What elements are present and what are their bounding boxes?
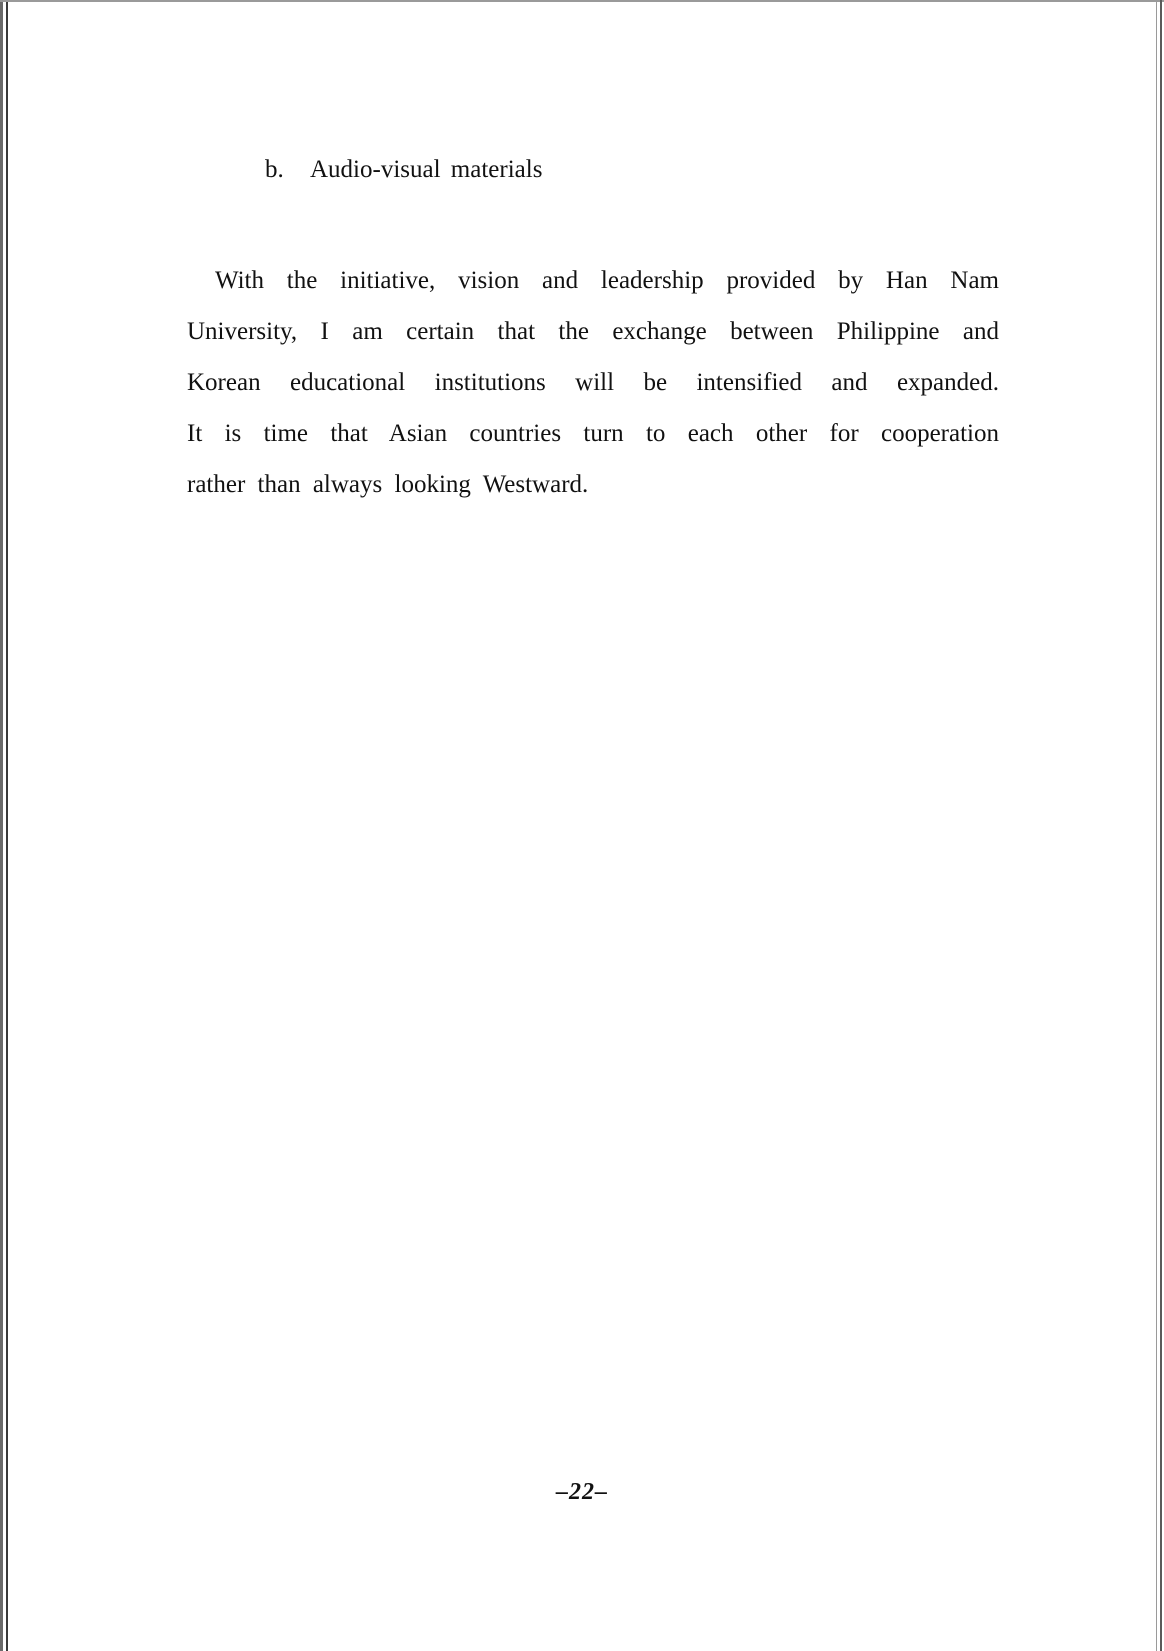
section-heading: [265, 152, 542, 188]
paragraph-line: rather than always looking Westward.: [187, 471, 589, 498]
section-marker: b.: [265, 156, 284, 183]
page-edge-top: [0, 0, 1164, 2]
paragraph-line: It is time that Asian countries turn to each other for cooperation: [187, 420, 999, 447]
page-number: –22–: [556, 1479, 608, 1505]
section-title: Audio-visual materials: [310, 156, 543, 183]
page-edge-left-outer: [0, 0, 3, 1651]
paragraph-line: University, I am certain that the exchange between Philippine and: [187, 318, 999, 345]
body-paragraph: [187, 255, 999, 510]
page-edge-right-outer: [1160, 0, 1162, 1651]
page-edge-left-inner: [6, 0, 8, 1651]
paragraph-line: With the initiative, vision and leadership provided by Han Nam: [215, 267, 999, 294]
paragraph-line: Korean educational institutions will be intensified and expanded.: [187, 369, 999, 396]
page-edge-right-inner: [1156, 0, 1157, 1651]
